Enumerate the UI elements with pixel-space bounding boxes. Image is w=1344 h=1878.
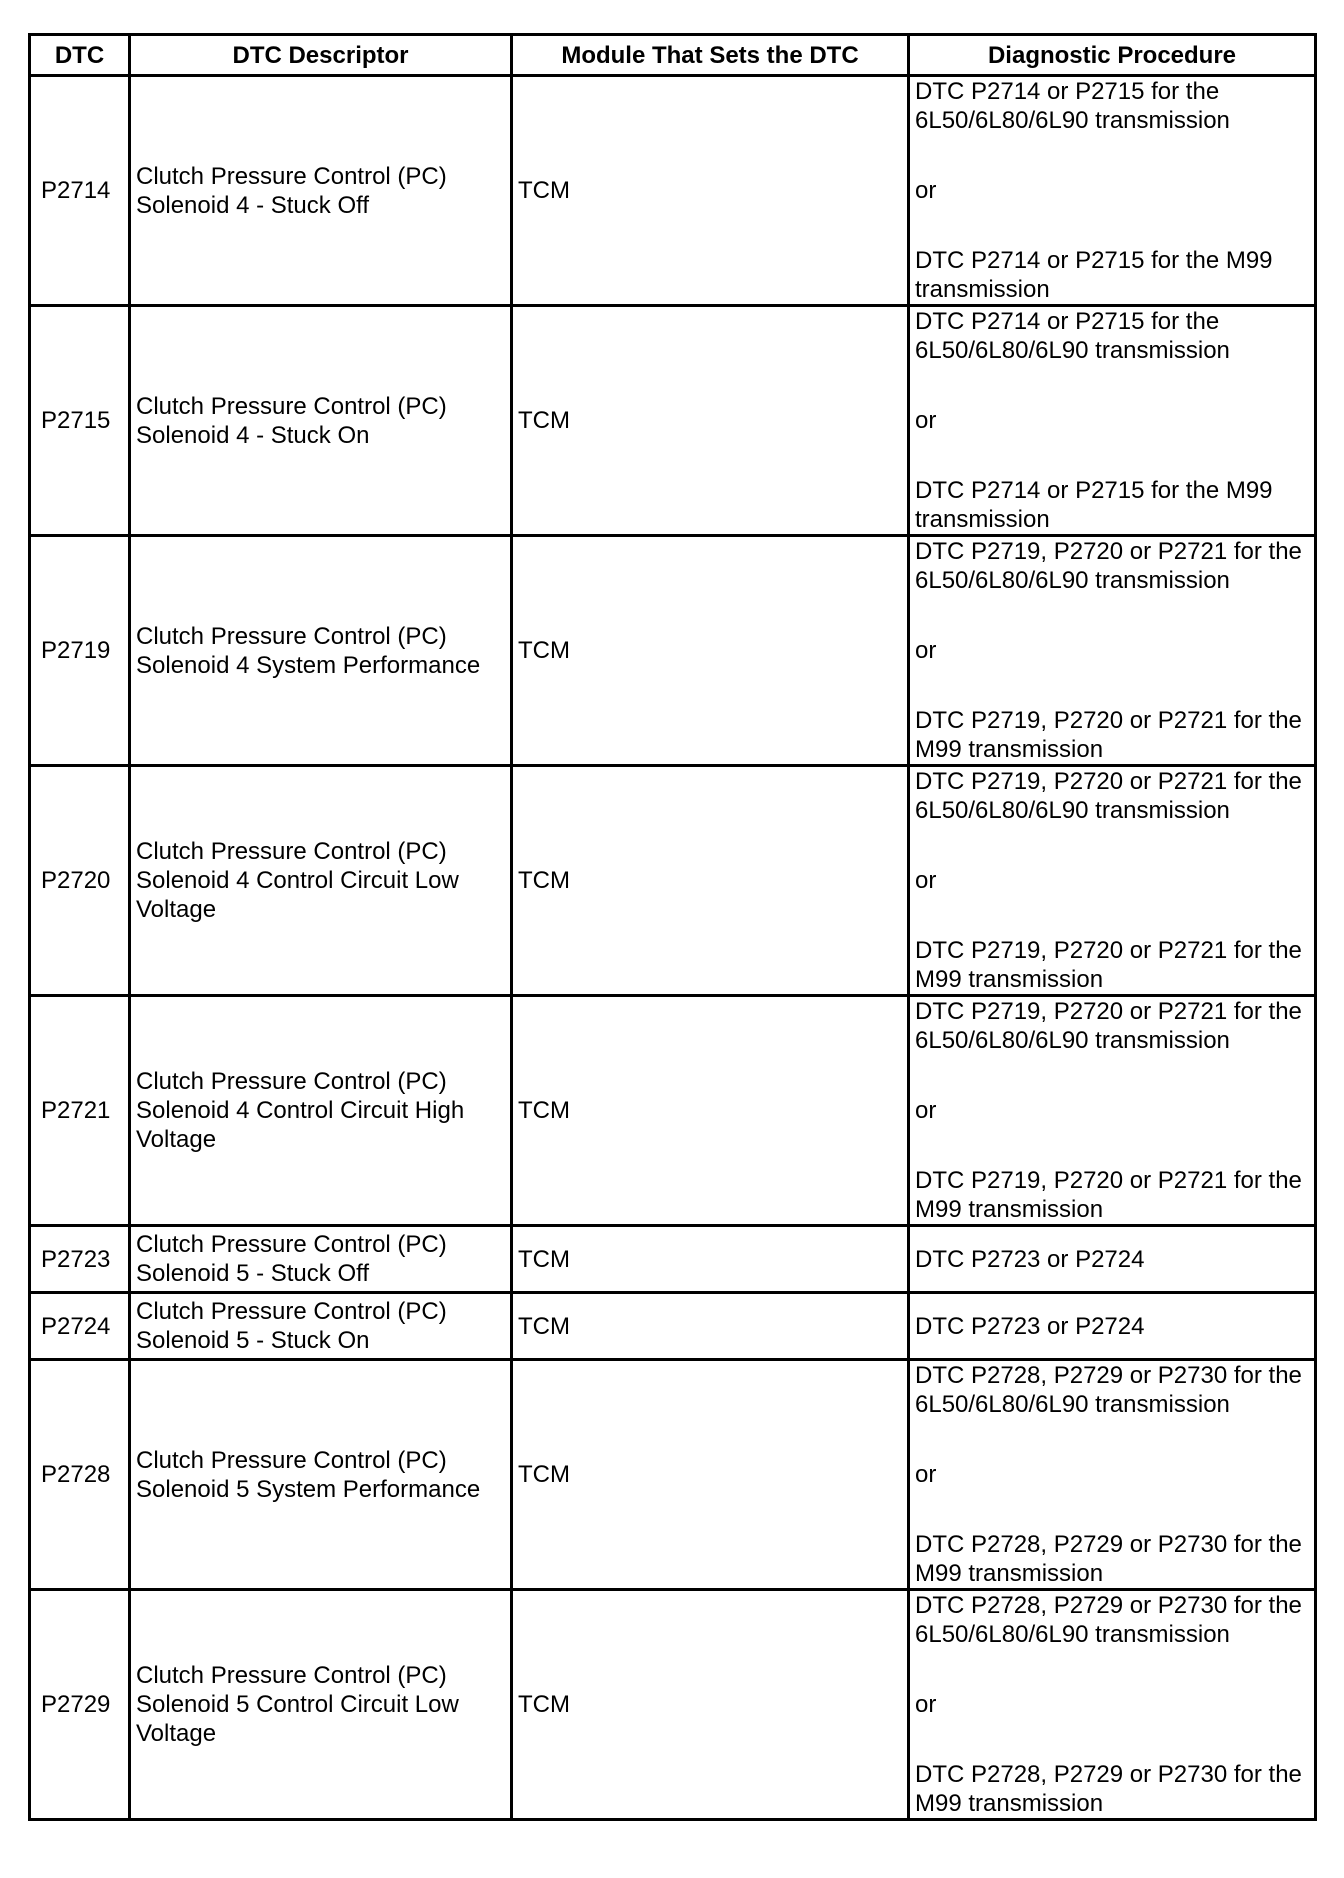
procedure-cell	[909, 1226, 1316, 1293]
descriptor-cell: Clutch Pressure Control (PC) Solenoid 4 - Stuck Off	[130, 76, 512, 306]
descriptor-cell: Clutch Pressure Control (PC) Solenoid 4 - Stuck On	[130, 306, 512, 536]
procedure-link-6l[interactable]: DTC P2728, P2729 or P2730 for the 6L50/6L80/6L90 transmission	[915, 1592, 1302, 1648]
module-cell: TCM	[512, 1293, 909, 1360]
procedure-link-6l[interactable]: DTC P2719, P2720 or P2721 for the 6L50/6L80/6L90 transmission	[915, 998, 1302, 1054]
module-cell: TCM	[512, 536, 909, 766]
procedure-link-m99[interactable]: DTC P2719, P2720 or P2721 for the M99 transmission	[915, 1167, 1302, 1223]
table-row	[30, 1360, 1316, 1590]
descriptor-cell: Clutch Pressure Control (PC) Solenoid 5 - Stuck On	[130, 1293, 512, 1360]
dtc-code-cell: P2729	[30, 1590, 130, 1820]
procedure-link-6l[interactable]: DTC P2719, P2720 or P2721 for the 6L50/6L80/6L90 transmission	[915, 538, 1302, 594]
dtc-code-cell: P2720	[30, 766, 130, 996]
header-dtc: DTC	[30, 35, 130, 76]
module-cell: TCM	[512, 306, 909, 536]
procedure-cell	[909, 76, 1316, 306]
procedure-link[interactable]: DTC P2723 or P2724	[915, 1312, 1145, 1340]
procedure-link-m99[interactable]: DTC P2714 or P2715 for the M99 transmission	[915, 247, 1273, 303]
table-row	[30, 1293, 1316, 1360]
dtc-code-cell: P2719	[30, 536, 130, 766]
procedure-cell	[909, 766, 1316, 996]
header-module: Module That Sets the DTC	[512, 35, 909, 76]
procedure-or: or	[915, 1691, 937, 1718]
descriptor-cell: Clutch Pressure Control (PC) Solenoid 4 Control Circuit High Voltage	[130, 996, 512, 1226]
module-cell: TCM	[512, 76, 909, 306]
header-descriptor: DTC Descriptor	[130, 35, 512, 76]
table-row	[30, 306, 1316, 536]
procedure-cell	[909, 1360, 1316, 1590]
module-cell: TCM	[512, 1360, 909, 1590]
procedure-or: or	[915, 407, 937, 434]
procedure-link-6l[interactable]: DTC P2714 or P2715 for the 6L50/6L80/6L90 transmission	[915, 308, 1230, 364]
procedure-or: or	[915, 637, 937, 664]
module-cell: TCM	[512, 1226, 909, 1293]
descriptor-cell: Clutch Pressure Control (PC) Solenoid 5 - Stuck Off	[130, 1226, 512, 1293]
procedure-cell	[909, 1590, 1316, 1820]
dtc-code-cell: P2723	[30, 1226, 130, 1293]
module-cell: TCM	[512, 1590, 909, 1820]
header-procedure: Diagnostic Procedure	[909, 35, 1316, 76]
procedure-cell	[909, 996, 1316, 1226]
descriptor-cell: Clutch Pressure Control (PC) Solenoid 4 System Performance	[130, 536, 512, 766]
dtc-code-cell: P2724	[30, 1293, 130, 1360]
procedure-or: or	[915, 177, 937, 204]
procedure-cell	[909, 306, 1316, 536]
procedure-cell	[909, 536, 1316, 766]
dtc-table	[28, 33, 1317, 1821]
table-row	[30, 1226, 1316, 1293]
table-row	[30, 76, 1316, 306]
module-cell: TCM	[512, 766, 909, 996]
table-row	[30, 536, 1316, 766]
procedure-link-m99[interactable]: DTC P2728, P2729 or P2730 for the M99 transmission	[915, 1761, 1302, 1817]
dtc-code-cell: P2721	[30, 996, 130, 1226]
procedure-or: or	[915, 867, 937, 894]
table-row	[30, 996, 1316, 1226]
procedure-or: or	[915, 1097, 937, 1124]
dtc-code-cell: P2715	[30, 306, 130, 536]
descriptor-cell: Clutch Pressure Control (PC) Solenoid 5 System Performance	[130, 1360, 512, 1590]
procedure-link-m99[interactable]: DTC P2719, P2720 or P2721 for the M99 transmission	[915, 707, 1302, 763]
table-row	[30, 766, 1316, 996]
procedure-link-m99[interactable]: DTC P2714 or P2715 for the M99 transmission	[915, 477, 1273, 533]
procedure-cell	[909, 1293, 1316, 1360]
procedure-link[interactable]: DTC P2723 or P2724	[915, 1245, 1145, 1273]
dtc-code-cell: P2728	[30, 1360, 130, 1590]
descriptor-cell: Clutch Pressure Control (PC) Solenoid 4 Control Circuit Low Voltage	[130, 766, 512, 996]
procedure-link-m99[interactable]: DTC P2719, P2720 or P2721 for the M99 transmission	[915, 937, 1302, 993]
procedure-link-6l[interactable]: DTC P2714 or P2715 for the 6L50/6L80/6L90 transmission	[915, 78, 1230, 134]
table-row	[30, 1590, 1316, 1820]
dtc-code-cell: P2714	[30, 76, 130, 306]
procedure-or: or	[915, 1461, 937, 1488]
header-row	[30, 35, 1316, 76]
procedure-link-6l[interactable]: DTC P2728, P2729 or P2730 for the 6L50/6L80/6L90 transmission	[915, 1362, 1302, 1418]
descriptor-cell: Clutch Pressure Control (PC) Solenoid 5 Control Circuit Low Voltage	[130, 1590, 512, 1820]
procedure-link-m99[interactable]: DTC P2728, P2729 or P2730 for the M99 transmission	[915, 1531, 1302, 1587]
module-cell: TCM	[512, 996, 909, 1226]
procedure-link-6l[interactable]: DTC P2719, P2720 or P2721 for the 6L50/6L80/6L90 transmission	[915, 768, 1302, 824]
